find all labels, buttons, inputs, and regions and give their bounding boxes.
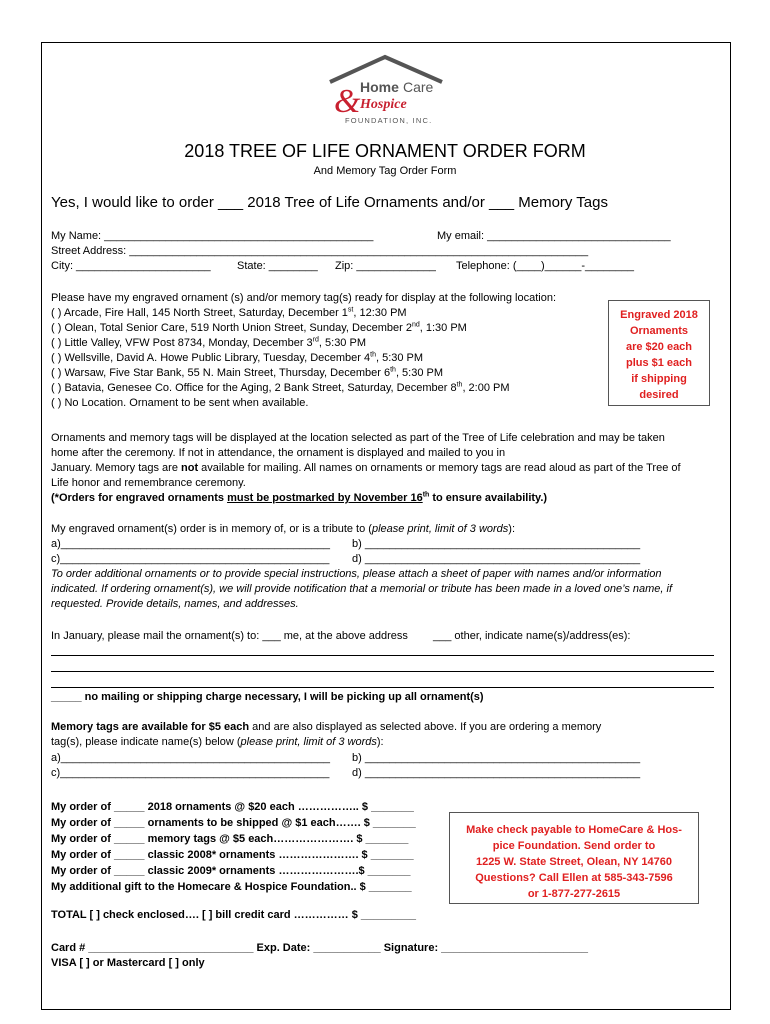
display-info-line: January. Memory tags are not available for mailing. All names on ornaments or memory tags are read aloud as part of the Tree of — [51, 462, 681, 474]
logo-hospice: Hospice — [360, 97, 407, 112]
order-quantity-line: Yes, I would like to order ___ 2018 Tree of Life Ornaments and/or ___ Memory Tags — [51, 194, 608, 211]
order-line[interactable]: My additional gift to the Homecare & Hospice Foundation.. $ _______ — [51, 881, 412, 893]
pickup-option[interactable]: _____ no mailing or shipping charge necessary, I will be picking up all ornament(s) — [51, 691, 484, 703]
order-summary — [51, 799, 416, 895]
location-option[interactable]: ( ) Batavia, Genesee Co. Office for the Aging, 2 Bank Street, Saturday, December 8th, 2:00 PM — [51, 381, 510, 394]
tribute-name-c[interactable]: c)____________________________________________ — [51, 553, 330, 565]
display-info-line: home after the ceremony. If not in attendance, the ornament is displayed and mailed to you in — [51, 447, 506, 459]
location-option[interactable]: ( ) Wellsville, David A. Howe Public Library, Tuesday, December 4th, 5:30 PM — [51, 351, 424, 364]
homecare-hospice-logo — [320, 54, 450, 126]
tag-name-a[interactable]: a)____________________________________________ — [51, 752, 330, 764]
address-line[interactable] — [51, 655, 714, 656]
page-title: 2018 TREE OF LIFE ORNAMENT ORDER FORM — [184, 141, 586, 161]
location-option[interactable]: ( ) Olean, Total Senior Care, 519 North Union Street, Sunday, December 2nd, 1:30 PM — [51, 321, 467, 334]
location-option[interactable]: ( ) No Location. Ornament to be sent when available. — [51, 397, 309, 409]
location-list — [51, 306, 510, 411]
total-line[interactable]: TOTAL [ ] check enclosed…. [ ] bill credit card …………… $ _________ — [51, 909, 416, 921]
display-info-line: Life honor and remembrance ceremony. — [51, 477, 246, 489]
additional-instructions — [51, 567, 672, 612]
email-field[interactable]: My email: ______________________________ — [437, 230, 671, 242]
address-line[interactable] — [51, 671, 714, 672]
location-option[interactable]: ( ) Warsaw, Five Star Bank, 55 N. Main Street, Thursday, December 6th, 5:30 PM — [51, 366, 444, 379]
price-line: if shipping — [631, 373, 687, 385]
logo-ampersand: & — [334, 83, 361, 120]
order-line[interactable]: My order of _____ classic 2008* ornaments …………………. $ _______ — [51, 849, 414, 861]
mailing-other-option[interactable]: ___ other, indicate name(s)/address(es): — [433, 630, 631, 642]
tribute-intro: My engraved ornament(s) order is in memory of, or is a tribute to (please print, limit of 3 words): — [51, 523, 516, 535]
card-details[interactable]: Card # ___________________________ Exp. Date: ___________ Signature: ________________________ — [51, 942, 588, 954]
location-option[interactable]: ( ) Little Valley, VFW Post 8734, Monday, December 3rd, 5:30 PM — [51, 336, 366, 349]
ornament-price-box — [608, 300, 710, 406]
mailing-option[interactable]: In January, please mail the ornament(s) to: ___ me, at the above address — [51, 630, 408, 642]
logo-care: Care — [403, 79, 434, 95]
tag-name-d[interactable]: d) _____________________________________________ — [352, 767, 641, 779]
tag-name-c[interactable]: c)____________________________________________ — [51, 767, 330, 779]
payment-line: Make check payable to HomeCare & Hos- — [466, 824, 682, 836]
telephone-field[interactable]: Telephone: (____)______-________ — [456, 260, 634, 272]
zip-field[interactable]: Zip: _____________ — [335, 260, 436, 272]
price-line: plus $1 each — [625, 357, 693, 369]
instruction-line: requested. Provide details, names, and addresses. — [51, 598, 299, 610]
display-info — [51, 431, 681, 506]
payment-line: 1225 W. State Street, Olean, NY 14760 — [475, 856, 673, 868]
address-line[interactable] — [51, 687, 714, 688]
order-line[interactable]: My order of _____ 2018 ornaments @ $20 each …………….. $ _______ — [51, 801, 414, 813]
postmark-notice: (*Orders for engraved ornaments must be postmarked by November 16th to ensure availability.) — [51, 491, 548, 504]
logo-foundation: FOUNDATION, INC. — [345, 116, 433, 125]
location-option[interactable]: ( ) Arcade, Fire Hall, 145 North Street, Saturday, December 1st, 12:30 PM — [51, 306, 407, 319]
memory-tags-instruction: tag(s), please indicate name(s) below (please print, limit of 3 words): — [51, 736, 384, 748]
order-line[interactable]: My order of _____ memory tags @ $5 each…………………. $ _______ — [51, 833, 409, 845]
payment-line: Questions? Call Ellen at 585-343-7596 — [475, 872, 673, 884]
card-type[interactable]: VISA [ ] or Mastercard [ ] only — [51, 957, 205, 969]
memory-tags-intro: Memory tags are available for $5 each and are also displayed as selected above. If you are ordering a memory — [51, 721, 602, 733]
price-line: Ornaments — [629, 325, 689, 337]
instruction-line: indicated. If ordering ornament(s), we will provide notification that a memorial or tribute has been made in a loved one’s name, if — [51, 583, 673, 595]
payment-line: pice Foundation. Send order to — [492, 840, 656, 852]
display-info-line: Ornaments and memory tags will be displayed at the location selected as part of the Tree of Life celebration and may be taken — [51, 432, 665, 444]
logo-home: Home — [360, 79, 399, 95]
tribute-name-d[interactable]: d) _____________________________________________ — [352, 553, 641, 565]
price-line: Engraved 2018 — [620, 309, 698, 321]
order-line[interactable]: My order of _____ ornaments to be shipped @ $1 each……. $ _______ — [51, 817, 416, 829]
payment-info-box — [449, 812, 699, 904]
state-field[interactable]: State: ________ — [237, 260, 318, 272]
payment-line: or 1-877-277-2615 — [527, 888, 621, 900]
city-field[interactable]: City: ______________________ — [51, 260, 211, 272]
order-line[interactable]: My order of _____ classic 2009* ornaments ………………….$ _______ — [51, 865, 411, 877]
instruction-line: To order additional ornaments or to provide special instructions, please attach a sheet of paper with names and/or information — [51, 568, 662, 580]
tag-name-b[interactable]: b) _____________________________________________ — [352, 752, 641, 764]
tribute-name-a[interactable]: a)____________________________________________ — [51, 538, 330, 550]
page-subtitle: And Memory Tag Order Form — [313, 165, 457, 177]
street-address-field[interactable]: Street Address: ___________________________________________________________________________ — [51, 245, 589, 257]
price-line: desired — [639, 389, 679, 401]
tribute-name-b[interactable]: b) _____________________________________________ — [352, 538, 641, 550]
name-field[interactable]: My Name: ____________________________________________ — [51, 230, 374, 242]
price-line: are $20 each — [625, 341, 693, 353]
locations-intro: Please have my engraved ornament (s) and/or memory tag(s) ready for display at the following location: — [51, 292, 557, 304]
